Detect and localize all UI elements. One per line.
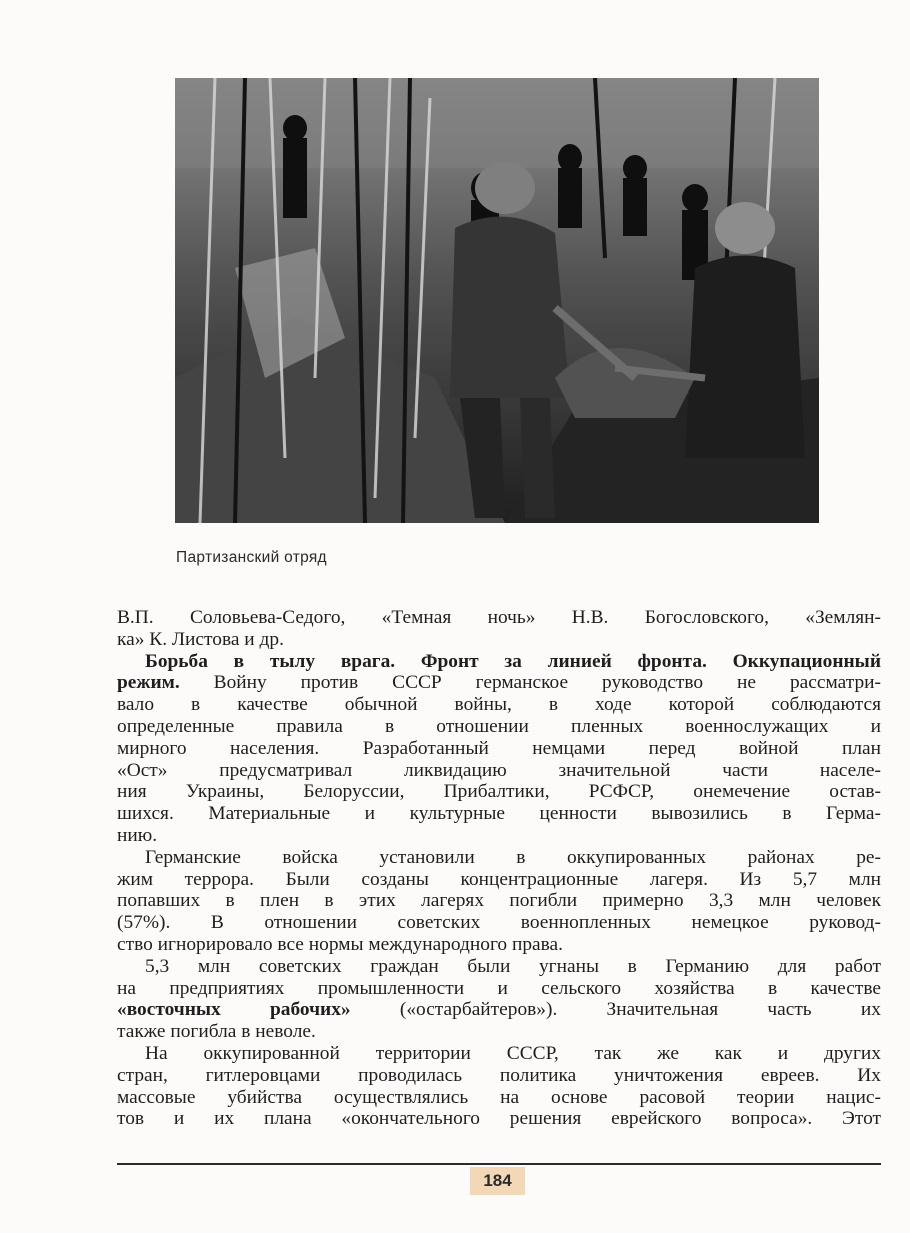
text-line: В.П. Соловьева-Седого, «Темная ночь» Н.В. Богословского, «Землян- (117, 607, 881, 628)
photo-caption: Партизанский отряд (176, 549, 327, 566)
paragraph-1 (117, 607, 881, 651)
page-number-badge (470, 1167, 525, 1195)
bold-term: «восточных рабочих» (117, 999, 351, 1021)
paragraph-5 (117, 1043, 881, 1130)
text-line: «Ост» предусматривал ликвидацию значительной части населе- (117, 759, 881, 781)
paragraph-3 (117, 847, 881, 956)
partisan-photo (175, 78, 819, 523)
paragraph-4 (117, 956, 881, 1043)
text-line: ния Украины, Белоруссии, Прибалтики, РСФСР, онемечение остав- (117, 781, 881, 803)
text-line (117, 651, 881, 673)
text-line: определенные правила в отношении пленных военнослужащих и (117, 715, 881, 737)
paragraph-2 (117, 651, 881, 847)
text-line: нию. (117, 824, 158, 846)
text-line: На оккупированной территории СССР, так же как и других (145, 1042, 881, 1064)
body-text (117, 607, 881, 1130)
text-line: жим террора. Были созданы концентрационные лагеря. Из 5,7 млн (117, 868, 881, 890)
text-line (117, 672, 881, 694)
text-run: Войну против СССР германское руководство не рассматри- (213, 672, 881, 694)
text-line: мирного населения. Разработанный немцами перед войной план (117, 737, 881, 759)
text-line: 5,3 млн советских граждан были угнаны в Германию для работ (145, 955, 881, 977)
footer-rule (117, 1163, 881, 1165)
photo-illustration (175, 78, 819, 523)
section-heading: Борьба в тылу врага. Фронт за линией фронта. Оккупационный (145, 650, 881, 672)
text-line (117, 999, 881, 1021)
text-line: шихся. Материальные и культурные ценности вывозились в Герма- (117, 803, 881, 825)
text-line: (57%). В отношении советских военнопленных немецкое руковод- (117, 912, 881, 934)
text-line: тов и их плана «окончательного решения еврейского вопроса». Этот (117, 1108, 881, 1130)
text-line: стран, гитлеровцами проводилась политика уничтожения евреев. Их (117, 1064, 881, 1086)
text-line: ка» К. Листова и др. (117, 628, 284, 650)
section-heading-end: режим. (117, 672, 180, 694)
text-run: («остарбайтеров»). Значительная часть их (399, 999, 881, 1021)
text-line: ство игнорировало все нормы международного права. (117, 933, 564, 955)
text-line: на предприятиях промышленности и сельского хозяйства в качестве (117, 977, 881, 999)
text-line: массовые убийства осуществлялись на основе расовой теории нацис- (117, 1086, 881, 1108)
page-number: 184 (483, 1171, 512, 1190)
text-line: также погибла в неволе. (117, 1021, 316, 1043)
text-line: вало в качестве обычной войны, в ходе которой соблюдаются (117, 694, 881, 716)
text-line: Германские войска установили в оккупированных районах ре- (145, 846, 881, 868)
text-line: попавших в плен в этих лагерях погибли примерно 3,3 млн человек (117, 890, 881, 912)
